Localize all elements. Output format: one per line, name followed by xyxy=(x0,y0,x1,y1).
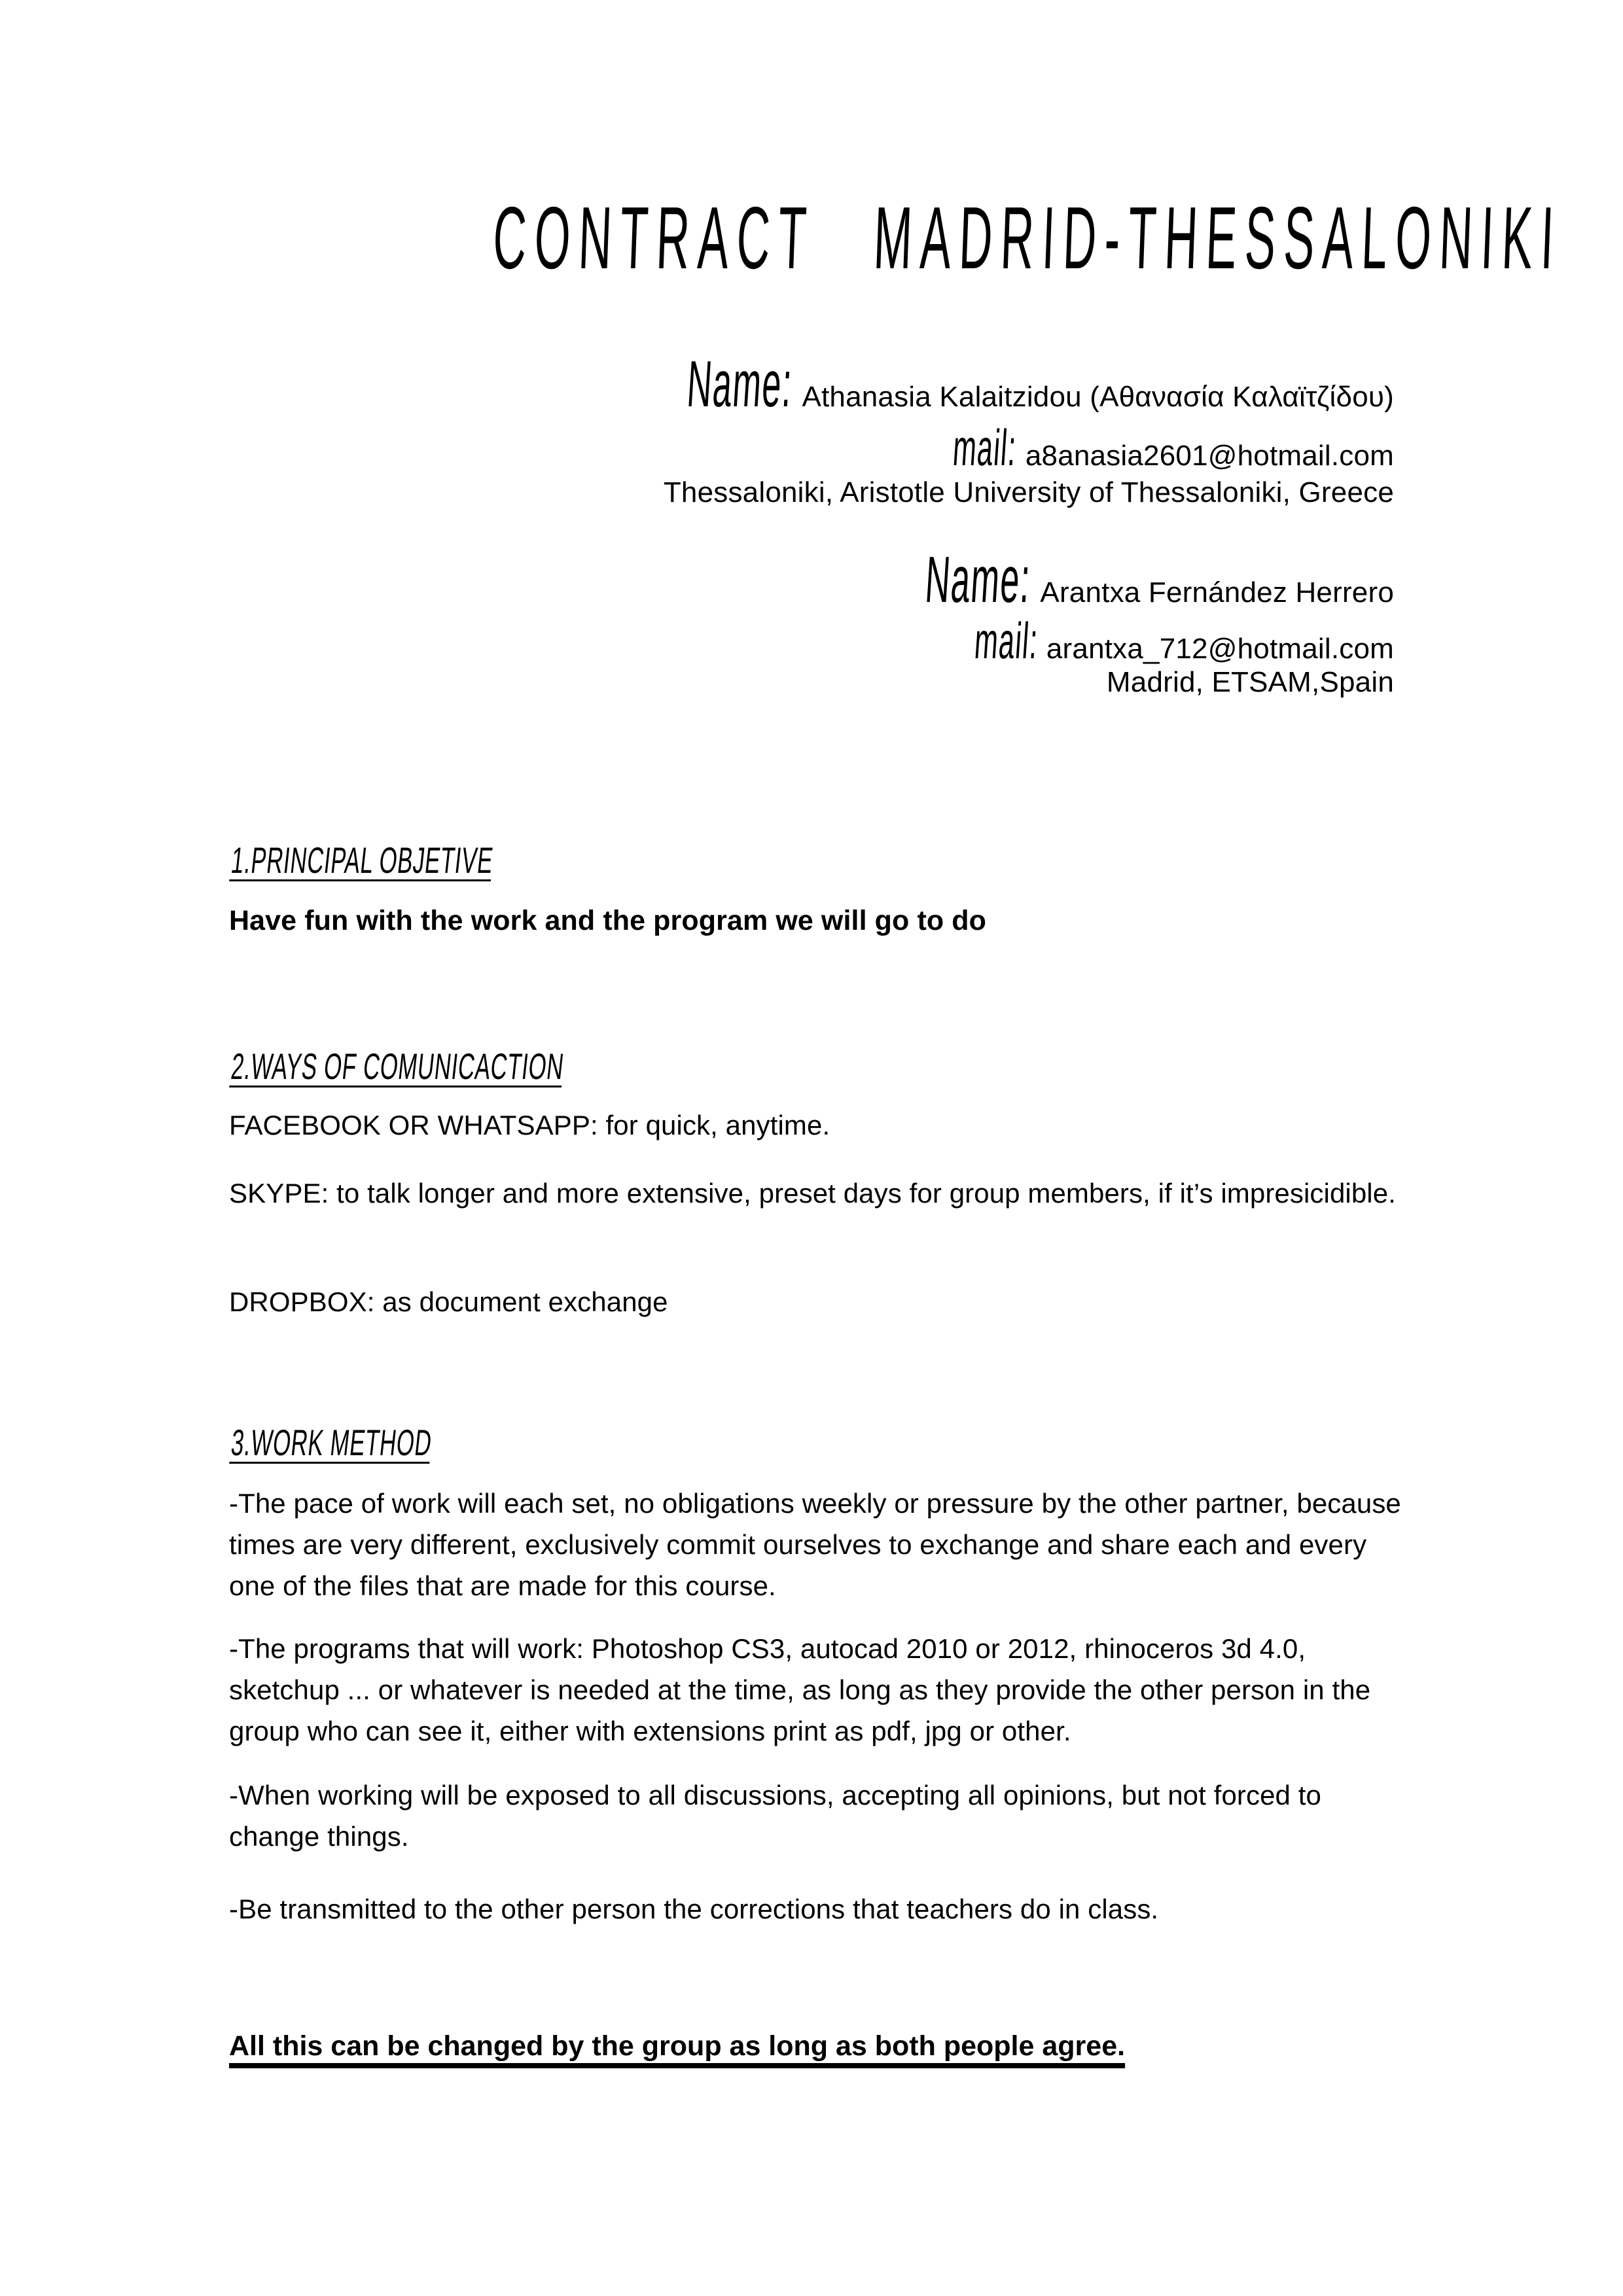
section-2-paragraph-skype: SKYPE: to talk longer and more extensive, preset days for group members, if it’s impresicidible. xyxy=(229,1178,1396,1209)
section-3-paragraph-pace: -The pace of work will each set, no obligations weekly or pressure by the other partner, because times are very different, exclusively commit ourselves to exchange and share each and every one of the files that are made for this course. xyxy=(229,1488,1401,1601)
section-3-paragraph-programs: -The programs that will work: Photoshop CS3, autocad 2010 or 2012, rhinoceros 3d 4.0, sketchup ... or whatever is needed at the time, as long as they provide the other person in the group who can see it, either with extensions print as pdf, jpg or other. xyxy=(229,1633,1371,1746)
document-title-text: CONTRACT MADRID-THESSALONIKI xyxy=(491,188,1564,287)
mail-label: mail: xyxy=(951,419,1019,476)
section-1-heading xyxy=(229,838,651,882)
participant-name: Athanasia Kalaitzidou (Αθανασία Καλαϊτζίδου) xyxy=(802,381,1394,413)
name-label: Name: xyxy=(923,543,1033,616)
section-3-paragraph-discussions: -When working will be exposed to all discussions, accepting all opinions, but not forced to change things. xyxy=(229,1780,1322,1852)
name-label: Name: xyxy=(685,347,795,421)
participant-mail: a8anasia2601@hotmail.com xyxy=(1025,440,1394,472)
section-2-heading-text: 2.WAYS OF COMUNICACTION xyxy=(229,1046,566,1087)
section-3-paragraph-corrections: -Be transmitted to the other person the corrections that teachers do in class. xyxy=(229,1894,1159,1924)
section-1-paragraph: Have fun with the work and the program we will go to do xyxy=(229,905,987,936)
mail-label: mail: xyxy=(972,612,1040,669)
participant-location: Madrid, ETSAM,Spain xyxy=(1106,666,1394,698)
participant-mail: arantxa_712@hotmail.com xyxy=(1046,633,1394,665)
participant-1-location-line xyxy=(664,476,1394,509)
section-3-heading-text: 3.WORK METHOD xyxy=(229,1422,435,1463)
participant-2-mail-line xyxy=(921,611,1395,671)
closing-statement xyxy=(229,2025,1414,2068)
participant-name: Arantxa Fernández Herrero xyxy=(1040,576,1394,609)
section-2-paragraph-facebook: FACEBOOK OR WHATSAPP: for quick, anytime. xyxy=(229,1110,830,1140)
participant-1-name-line xyxy=(588,347,1394,422)
section-3-heading xyxy=(229,1421,552,1464)
section-1-heading-text: 1.PRINCIPAL OBJETIVE xyxy=(229,839,495,881)
participant-1-mail-line xyxy=(899,418,1394,478)
section-2-paragraph-dropbox: DROPBOX: as document exchange xyxy=(229,1286,668,1317)
participant-location: Thessaloniki, Aristotle University of Thessaloniki, Greece xyxy=(663,476,1394,508)
participant-2-name-line xyxy=(826,542,1394,618)
section-2-heading xyxy=(229,1044,765,1088)
document-title xyxy=(0,190,1623,287)
participant-2-location-line xyxy=(1107,666,1394,699)
closing-statement-text: All this can be changed by the group as long as both people agree. xyxy=(229,2030,1126,2062)
